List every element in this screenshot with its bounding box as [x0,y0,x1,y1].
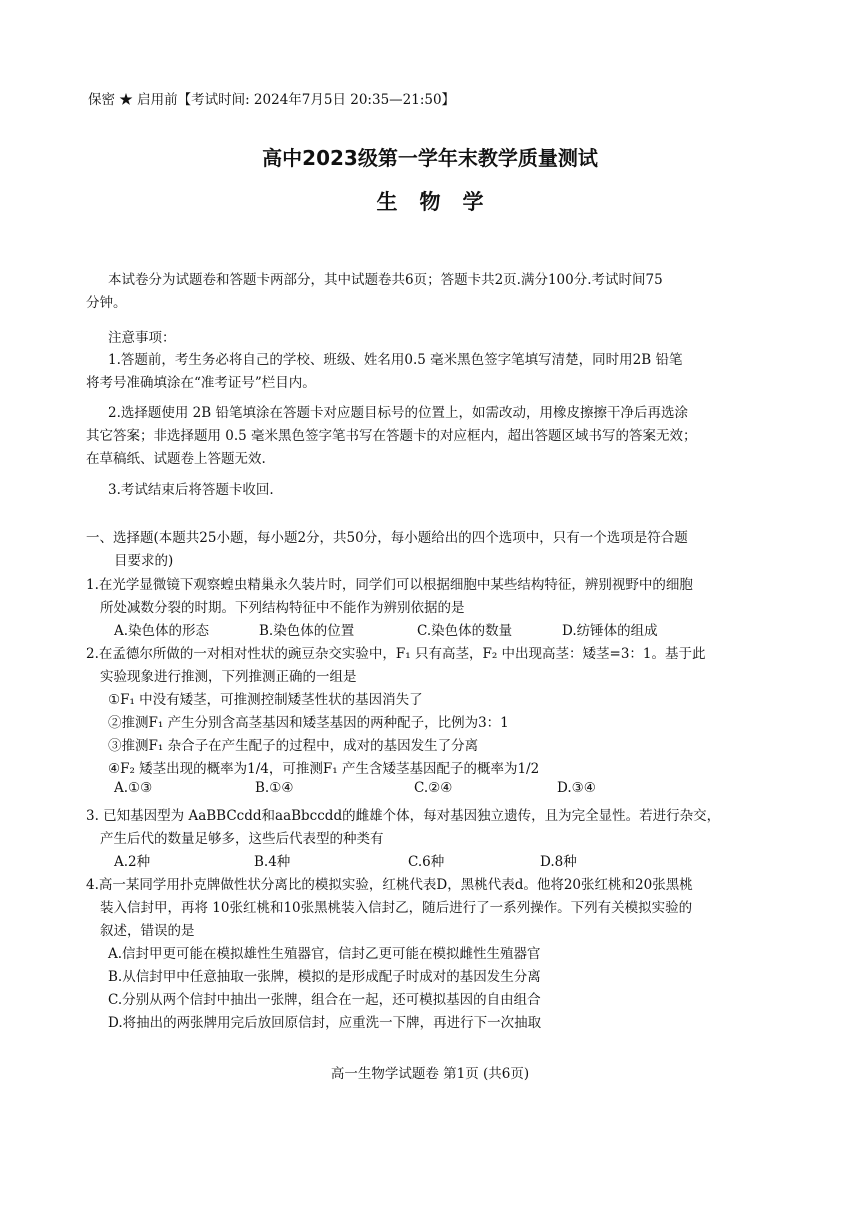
q4-stem-line-3: 叙述，错误的是 [100,923,195,939]
notice-item-2-line-1: 2.选择题使用 2B 铅笔填涂在答题卡对应题目标号的位置上，如需改动，用橡皮擦擦干净后再选涂 [108,405,688,421]
q3-stem-line-2: 产生后代的数量足够多，这些后代表型的种类有 [100,831,384,847]
q2-statement-1: ①F₁ 中没有矮茎，可推测控制矮茎性状的基因消失了 [108,692,423,708]
q4-option-d: D.将抽出的两张牌用完后放回原信封，应重洗一下牌，再进行下一次抽取 [108,1015,542,1031]
notice-item-1-line-2: 将考号准确填涂在“准考证号”栏目内。 [86,375,316,391]
q4-option-a: A.信封甲更可能在模拟雄性生殖器官，信封乙更可能在模拟雌性生殖器官 [108,946,541,962]
section-heading-line-2: 目要求的) [114,553,174,569]
q3-option-a: A.2种 [114,854,151,870]
q2-statement-4: ④F₂ 矮茎出现的概率为1/4，可推测F₁ 产生含矮茎基因配子的概率为1/2 [108,761,540,777]
intro-line-1: 本试卷分为试题卷和答题卡两部分，其中试题卷共6页；答题卡共2页.满分100分.考试时间75 [108,272,663,288]
q1-stem-line-2: 所处减数分裂的时期。下列结构特征中不能作为辨别依据的是 [100,600,465,616]
q2-stem-line-2: 实验现象进行推测，下列推测正确的一组是 [100,669,357,685]
q2-options [114,780,596,796]
notice-item-3: 3.考试结束后将答题卡收回. [108,482,274,498]
q1-option-a: A.染色体的形态 [114,623,210,639]
intro-line-2: 分钟。 [86,295,127,311]
q4-option-c: C.分别从两个信封中抽出一张牌，组合在一起，还可模拟基因的自由组合 [108,992,541,1008]
notice-heading: 注意事项： [108,330,176,346]
section-heading-line-1: 一、选择题(本题共25小题，每小题2分，共50分，每小题给出的四个选项中，只有一个选项是符合题 [86,530,688,546]
q2-option-c: C.②④ [414,780,453,796]
q3-option-d: D.8种 [540,854,577,870]
subject-title: 生物学 [376,190,506,214]
q1-option-b: B.染色体的位置 [259,623,355,639]
q3-stem-line-1: 3. 已知基因型为 AaBBCcdd和aaBbccdd的雌雄个体，每对基因独立遗传，且为完全显性。若进行杂交， [86,808,721,824]
q1-option-c: C.染色体的数量 [417,623,513,639]
notice-item-1-line-1: 1.答题前，考生务必将自己的学校、班级、姓名用0.5 毫米黑色签字笔填写清楚，同时用2B 铅笔 [108,352,683,368]
q3-option-b: B.4种 [254,854,291,870]
q2-stem-line-1: 2.在孟德尔所做的一对相对性状的豌豆杂交实验中，F₁ 只有高茎，F₂ 中出现高茎：矮茎=3：1。基于此 [86,646,706,662]
q1-option-d: D.纺锤体的组成 [562,623,658,639]
notice-item-2-line-2: 其它答案；非选择题用 0.5 毫米黑色签字笔书写在答题卡的对应框内，超出答题区域书写的答案无效； [86,428,697,444]
q2-option-a: A.①③ [114,780,153,796]
q3-option-c: C.6种 [408,854,445,870]
q1-stem-line-1: 1.在光学显微镜下观察蝗虫精巢永久装片时，同学们可以根据细胞中某些结构特征，辨别视野中的细胞 [86,577,693,593]
q3-options [114,850,577,870]
q1-options [114,619,658,639]
q2-statement-2: ②推测F₁ 产生分别含高茎基因和矮茎基因的两种配子，比例为3：1 [108,715,509,731]
q4-stem-line-2: 装入信封甲，再将 10张红桃和10张黑桃装入信封乙，随后进行了一系列操作。下列有关模拟实验的 [100,900,693,916]
q4-option-b: B.从信封甲中任意抽取一张牌，模拟的是形成配子时成对的基因发生分离 [108,969,541,985]
exam-title: 高中2023级第一学年末教学质量测试 [262,146,598,170]
q2-option-d: D.③④ [557,780,596,796]
q2-option-b: B.①④ [255,780,294,796]
q2-statement-3: ③推测F₁ 杂合子在产生配子的过程中，成对的基因发生了分离 [108,738,479,754]
confidential-line: 保密 ★ 启用前【考试时间: 2024年7月5日 20:35—21:50】 [88,92,456,108]
q4-stem-line-1: 4.高一某同学用扑克牌做性状分离比的模拟实验，红桃代表D，黑桃代表d。他将20张红桃和20张黑桃 [86,877,693,893]
notice-item-2-line-3: 在草稿纸、试题卷上答题无效. [86,451,266,467]
page-footer: 高一生物学试题卷 第1页 (共6页) [330,1066,530,1082]
